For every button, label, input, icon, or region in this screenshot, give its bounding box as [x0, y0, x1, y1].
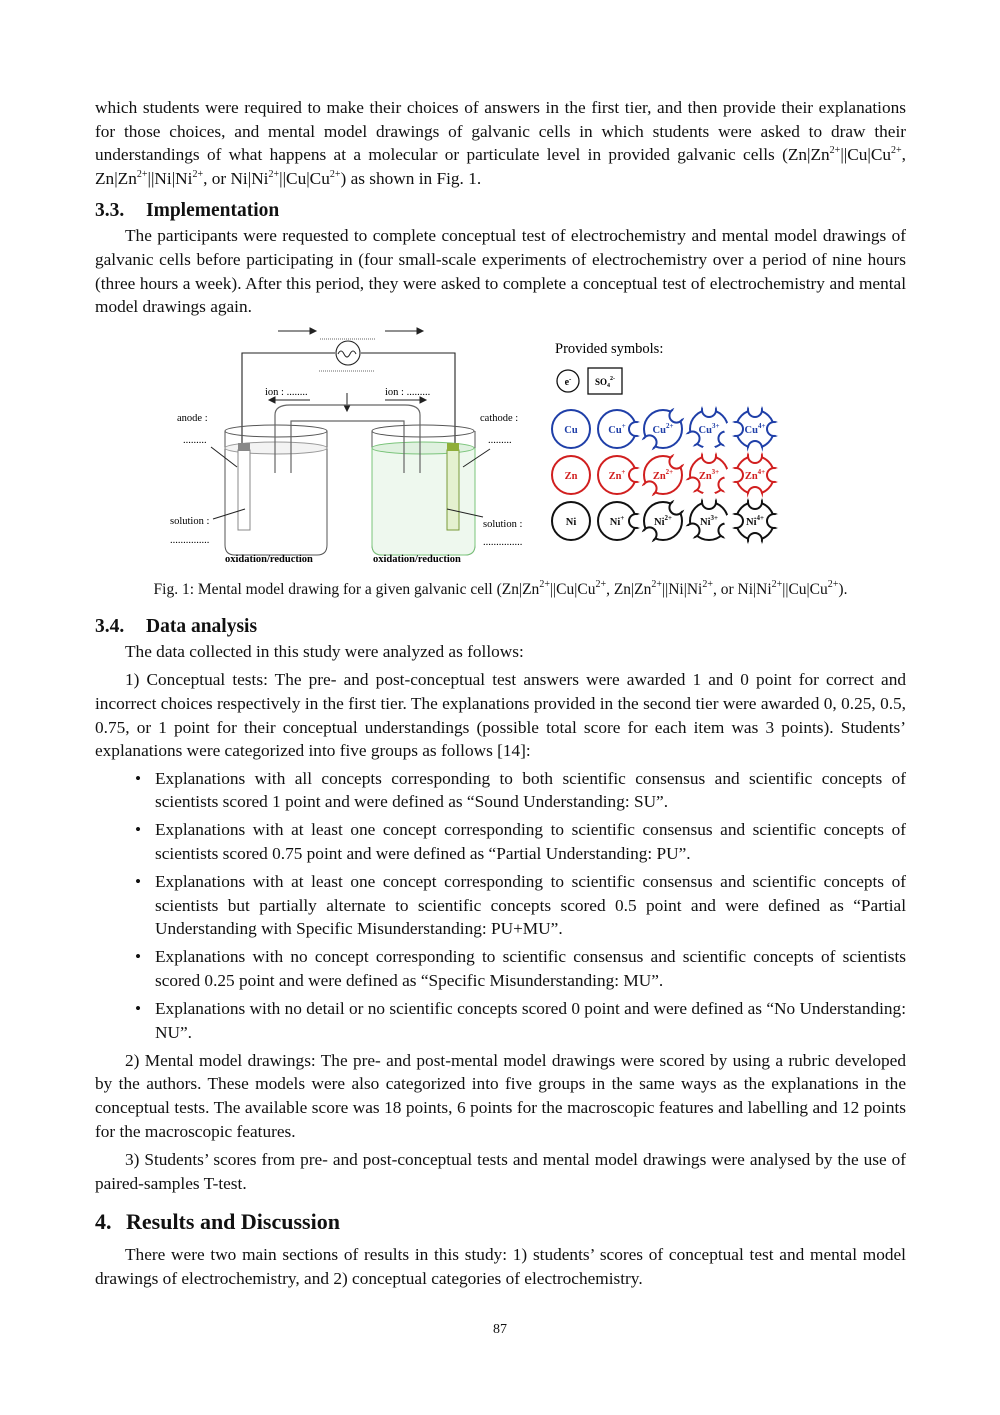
svg-text:Zn: Zn [564, 470, 578, 482]
svg-text:Ni2+: $Ni^{2+}$ [654, 513, 672, 528]
svg-text:Ni3+: $Ni^{3+}$ [700, 513, 718, 528]
svg-text:Cu: Cu [564, 424, 578, 436]
svg-text:.........: ......... [488, 434, 512, 446]
figure-caption: Fig. 1: Mental model drawing for a given galvanic cell ($Zn|Zn^{2+}||Cu|Cu^{2+}$, $Zn|Zn^{2+}||Ni|Ni^{2+}$, or $Ni|Ni^{2+}||Cu|Cu^{2+}$). [153, 578, 848, 598]
particle-ni [552, 502, 590, 540]
svg-text:.........: ......... [183, 434, 207, 446]
particle-zn-2plus [639, 451, 687, 499]
list-item: • Explanations with at least one concept corresponding to scientific consensus and scientific concepts of scientists but partially alternate to scientific concepts scored 0.5 point and were defined as “Partial Understanding with Specific Misunderstanding: PU+MU”. [135, 872, 906, 939]
svg-text:...............: ............... [483, 536, 523, 548]
svg-text:Cu4+: $Cu^{4+}$ [744, 421, 766, 436]
list-item: • Explanations with all concepts corresponding to both scientific consensus and scientific concepts of scientists scored 1 point and were defined as “Sound Understanding: SU”. [135, 768, 906, 812]
svg-text:Cu3+: $Cu^{3+}$ [698, 421, 720, 436]
list-item: • Explanations with no concept corresponding to scientific consensus and scientific concepts of scientists scored 0.25 point and were defined as “Specific Misunderstanding: MU”. [135, 947, 906, 990]
intro-paragraph: which students were required to make their choices of answers in the first tier, and then provide their explanations for those choices, and mental model drawings of galvanic cells in which students were asked to draw their understandings of what happens at a molecular or particulate level in provided galvanic cells ($Zn|Zn^{2+}||Cu|Cu^{2+}$, $Zn|Zn^{2+}||Ni|Ni^{2+}$, or $Ni|Ni^{2+}||Cu|Cu^{2+}$) as shown in Fig. 1. [95, 98, 906, 188]
figure-1 [95, 325, 906, 578]
svg-text:Ni+: Ni+ [609, 513, 625, 528]
svg-text:SO42-: $SO_4^{2-}$ [594, 375, 616, 389]
svg-text:Cu+: Cu+ [608, 421, 626, 436]
meter-icon [336, 341, 360, 365]
provided-symbols-label: Provided symbols: [555, 340, 664, 357]
beaker-right [372, 425, 475, 555]
ion-label-left: ion : ........ [265, 386, 308, 398]
svg-text:Ni4+: $Ni^{4+}$ [746, 513, 764, 528]
caption-cells: ($Zn|Zn^{2+}||Cu|Cu^{2+}$, $Zn|Zn^{2+}||Ni|Ni^{2+}$, or $Ni|Ni^{2+}||Cu|Cu^{2+}$) [496, 578, 844, 598]
svg-text:Zn4+: $Zn^{4+}$ [744, 467, 766, 482]
page-number: 87 [493, 1322, 507, 1337]
particle-symbol-grid [552, 398, 786, 552]
oxidation-label-right: oxidation/reduction [373, 553, 461, 565]
particle-ni-2plus [639, 497, 687, 545]
category-list [95, 767, 906, 1045]
cathode-label: cathode : [480, 412, 519, 424]
solution-label-right: solution : [483, 518, 523, 530]
svg-text:e-: e- [564, 374, 572, 388]
conceptual-tests-paragraph: 1) Conceptual tests: The pre- and post-conceptual test answers were awarded 1 and 0 point for correct and incorrect choices respectively in the first tier. The explanations provided in the second tier were awarded 0, 0.25, 0.5, 0.75, or 1 point for their conceptual understandings (possible total score for each item was 3 points). Students’ explanations were categorized into five groups as follows [14]: [95, 670, 906, 761]
implementation-paragraph: The participants were requested to complete conceptual test of electrochemistry and mental model drawings of galvanic cells before participating in (four small-scale experiments of electrochemistry over a period of nine hours (three hours a week). After this period, they were asked to complete a conceptual test of electrochemistry and mental model drawings again. [95, 226, 906, 317]
galvanic-cell-diagram [95, 325, 906, 578]
particle-ni-4plus [724, 490, 786, 552]
particle-cu [552, 410, 590, 448]
results-paragraph: There were two main sections of results in this study: 1) students’ scores of conceptual test and mental model drawings of electrochemistry, and 2) conceptual categories of electrochemistry. [95, 1245, 906, 1288]
electron-flow-arrows [278, 328, 423, 334]
list-item: • Explanations with no detail or no scientific concepts scored 0 point and were defined as “No Understanding: NU”. [135, 999, 906, 1042]
svg-text:Zn3+: $Zn^{3+}$ [698, 467, 720, 482]
oxidation-label-left: oxidation/reduction [225, 553, 313, 565]
svg-text:Ni: Ni [565, 516, 577, 528]
section-heading-4: 4. Results and Discussion [95, 1209, 340, 1235]
section-heading-3-3: 3.3. Implementation [95, 200, 280, 222]
section-heading-3-4: 3.4. Data analysis [95, 615, 258, 637]
cell-notation: ($Zn|Zn^{2+}||Cu|Cu^{2+}$, $Zn|Zn^{2+}||Ni|Ni^{2+}$, or $Ni|Ni^{2+}||Cu|Cu^{2+}$) [95, 145, 906, 188]
beaker-left [225, 425, 327, 555]
anode-label: anode : [177, 412, 208, 424]
page-body [95, 96, 906, 1291]
ttest-paragraph: 3) Students’ scores from pre- and post-conceptual tests and mental model drawings were analysed by the use of paired-samples T-test. [95, 1150, 906, 1193]
ion-label-right: ion : ......... [385, 386, 431, 398]
svg-text:...............: ............... [170, 534, 210, 546]
particle-zn [552, 456, 590, 494]
particle-cu-2plus [639, 405, 687, 453]
list-item: • Explanations with at least one concept corresponding to scientific consensus and scientific concepts of scientists scored 0.75 point and were defined as “Partial Understanding: PU”. [135, 820, 906, 863]
solution-label-left: solution : [170, 515, 210, 527]
svg-text:Zn+: Zn+ [608, 467, 626, 482]
svg-text:Cu2+: $Cu^{2+}$ [652, 421, 674, 436]
svg-text:Zn2+: $Zn^{2+}$ [652, 467, 674, 482]
mental-model-paragraph: 2) Mental model drawings: The pre- and post-mental model drawings were scored by using a rubric developed by the authors. These models were also categorized into five groups in the same ways as the explanations in the conceptual tests. The available score was 18 points, 6 points for the macroscopic features and labelling and 12 points for the macroscopic features. [95, 1050, 906, 1141]
analysis-intro: The data collected in this study were analyzed as follows: [125, 641, 524, 661]
